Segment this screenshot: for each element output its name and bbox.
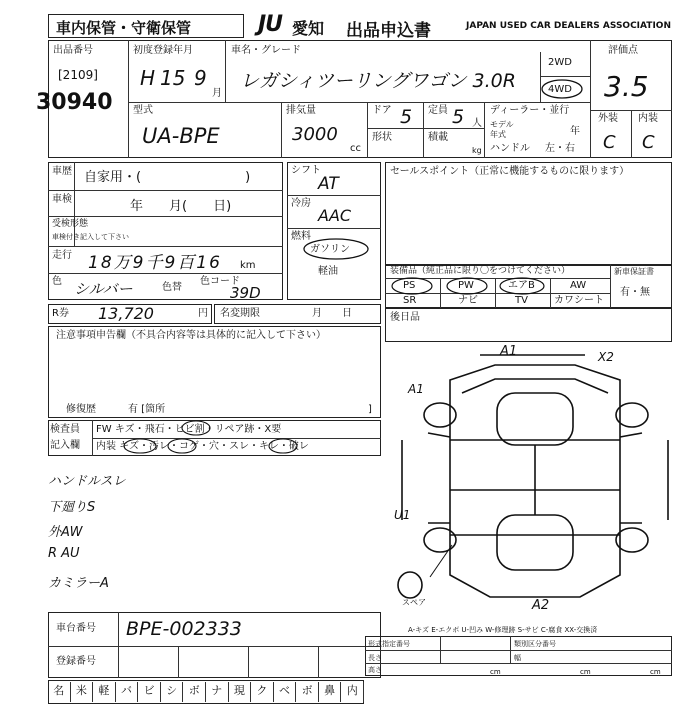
registration-month-unit: 月 (212, 88, 222, 99)
width-unit: cm (580, 668, 591, 676)
aircon-label: 冷房 (291, 198, 311, 209)
inspector-label1: 検査員 (50, 424, 80, 435)
remark-5: カミラーA (48, 576, 109, 591)
load-label: 積載 (428, 132, 448, 143)
new-car-value: 有・無 (620, 287, 650, 298)
inspector-row1: FW キズ・飛石・ヒビ割・リペア跡・X要 (96, 424, 282, 435)
equip-tv: TV (515, 295, 528, 306)
repair-label: 修復歴 (66, 404, 96, 415)
remark-2: 下廻りS (48, 500, 96, 515)
fuel-option-gas: ガソリン (310, 244, 350, 255)
fuel-circle (302, 238, 372, 260)
car-diagram (400, 345, 670, 615)
bottom-row-cell: 鼻 (319, 682, 342, 702)
recycle-label: R券 (52, 308, 69, 319)
displacement-unit: cc (350, 143, 361, 154)
color-value: シルバー (74, 280, 133, 298)
capacity-unit: 人 (472, 118, 482, 129)
new-car-label: 新車保証書 (614, 267, 654, 276)
sales-point-block (385, 162, 672, 266)
equip-airbag: エアB (508, 280, 535, 291)
mileage-label: 走行 (52, 250, 72, 261)
registration-year: 15 (160, 66, 186, 90)
equip-leather: カワシート (554, 295, 604, 306)
storage-title: 車内保管・守衛保管 (56, 19, 192, 37)
lot-sub-number: [2109] (58, 68, 98, 82)
dealer-model-label: モデル (490, 120, 514, 129)
equipment-label: 装備品（純正品に限り〇をつけてください） (390, 266, 571, 276)
remark-1: ハンドルスレ (48, 474, 126, 489)
registration-label: 初度登録年月 (133, 45, 193, 56)
recycle-value: 13,720 (98, 304, 154, 323)
dealer-label: ディーラー・並行 (490, 105, 570, 116)
plate-label: 登録番号 (56, 656, 96, 667)
usage-value: 自家用・( ) (84, 170, 251, 185)
lot-number-label: 出品番号 (53, 45, 93, 56)
ju-logo: JU (258, 12, 283, 37)
rear-goods-block (385, 308, 672, 342)
diagram-mark-a1-left: A1 (408, 382, 424, 396)
bottom-row-cell: バ (116, 682, 139, 702)
shift-label: シフト (291, 165, 321, 176)
car-name-label: 車名・グレード (231, 45, 301, 56)
displacement-value: 3000 (292, 124, 338, 145)
repair-value: 有 [箇所 (128, 404, 166, 415)
bottom-row-cell: 内 (341, 682, 364, 702)
registration-month: 9 (194, 66, 207, 90)
chassis-label: 車台番号 (56, 623, 96, 634)
mileage-unit: km (240, 260, 256, 271)
inspection-value: 年 月( 日) (130, 199, 232, 214)
rear-goods-label: 後日品 (390, 312, 420, 323)
inspection-label: 車検 (52, 194, 72, 205)
mileage-note-sublabel: 車検付き記入して下さい (52, 233, 129, 241)
width-label: 幅 (514, 654, 521, 662)
handle-label: ハンドル (490, 143, 530, 154)
ext-label: 外装 (598, 113, 618, 124)
remark-3: 外AW (48, 525, 83, 540)
color-code-value: 39D (230, 284, 261, 302)
car-name-value: レガシィツーリングワゴン 3.0R (240, 70, 516, 92)
equip-sr: SR (403, 295, 417, 306)
inspector-label2: 記入欄 (50, 440, 80, 451)
color-code-label: 色コード (200, 276, 240, 287)
load-unit: kg (472, 146, 482, 155)
drive-4wd: 4WD (548, 84, 572, 95)
sales-point-label: セールスポイント（正常に機能するものに限ります） (390, 166, 630, 177)
height-label: 高さ (368, 666, 382, 674)
shift-value: AT (318, 174, 339, 194)
fuel-option-diesel: 軽油 (318, 266, 338, 277)
diagram-mark-a1-top: A1 (500, 344, 518, 359)
bottom-row-cell: 名 (48, 682, 71, 702)
equip-ps: PS (403, 280, 416, 291)
drive-2wd: 2WD (548, 57, 572, 68)
equip-navi: ナビ (458, 295, 478, 306)
int-value: C (642, 132, 655, 153)
dealer-year-unit: 年 (570, 126, 580, 137)
displacement-label: 排気量 (286, 105, 316, 116)
bottom-row-cell: ベ (274, 682, 297, 702)
int-label: 内装 (638, 113, 658, 124)
bottom-row-cell: ビ (138, 682, 161, 702)
diagram-mark-a2: A2 (532, 598, 550, 613)
usage-label: 車歴 (52, 166, 72, 177)
meigi-value: 月 日 (312, 308, 352, 319)
meigi-label: 名変期限 (220, 308, 260, 319)
inspector-row2: 内装 キズ・汚レ・コゲ・穴・スレ・キレ・破レ (96, 441, 309, 452)
equip-circles (385, 276, 610, 296)
damage-legend: A-キズ E-エクボ U-凹み W-修理跡 S-サビ C-腐食 XX-交換済 (408, 626, 598, 634)
doors-value: 5 (400, 106, 413, 128)
ext-value: C (603, 132, 616, 153)
mileage-note-label: 受検形態 (52, 219, 89, 229)
diagram-mark-u1: U1 (394, 508, 411, 522)
notes-label: 注意事項申告欄（不具合内容等は具体的に記入して下さい） (56, 330, 326, 341)
chassis-value: BPE-002333 (126, 618, 242, 640)
equip-pw: PW (458, 280, 474, 291)
color-label: 色 (52, 276, 62, 287)
shape-label: 形状 (372, 132, 392, 143)
capacity-value: 5 (452, 106, 465, 128)
type-number-label: 類別区分番号 (514, 640, 556, 648)
color-change-label: 色替 (162, 282, 182, 293)
bottom-row-cell: ナ (206, 682, 229, 702)
doors-label: ドア (372, 105, 392, 116)
fuel-label: 燃料 (291, 231, 311, 242)
inspector-circles (100, 420, 380, 456)
model-value: UA-BPE (142, 124, 220, 148)
model-label: 型式 (133, 105, 153, 116)
org-english: JAPAN USED CAR DEALERS ASSOCIATION (466, 21, 671, 31)
bottom-row-cell: 現 (229, 682, 252, 702)
bottom-row-cell: 軽 (93, 682, 116, 702)
mileage-value: 18万9千9百16 (88, 253, 222, 273)
bottom-row-cell: 米 (71, 682, 94, 702)
org-short: 愛知 (292, 19, 325, 38)
form-title: 出品申込書 (346, 21, 431, 41)
lot-number: 30940 (36, 90, 113, 115)
equip-aw: AW (570, 280, 587, 291)
bottom-row-cell: ボ (296, 682, 319, 702)
remark-4: R AU (48, 546, 80, 561)
diagram-mark-x2: X2 (598, 350, 614, 364)
dealer-year-label: 年式 (490, 130, 506, 139)
handle-options: 左・右 (545, 143, 575, 154)
length-unit: cm (490, 668, 501, 676)
drive-circle (540, 78, 584, 100)
bottom-row-cell: シ (161, 682, 184, 702)
aircon-value: AAC (318, 206, 352, 225)
length-label: 長さ (368, 654, 382, 662)
bottom-row-cell: ボ (183, 682, 206, 702)
bottom-row-items (48, 682, 364, 700)
score-label: 評価点 (608, 45, 638, 56)
bottom-row-cell: ク (251, 682, 274, 702)
height-unit: cm (650, 668, 661, 676)
shape-number-label: 形式指定番号 (368, 640, 410, 648)
spare-label: スペア (402, 598, 426, 607)
repair-close: ] (368, 404, 372, 415)
registration-era: H (140, 66, 156, 90)
capacity-label: 定員 (428, 105, 448, 116)
recycle-unit: 円 (198, 308, 208, 319)
score-value: 3.5 (604, 70, 649, 103)
